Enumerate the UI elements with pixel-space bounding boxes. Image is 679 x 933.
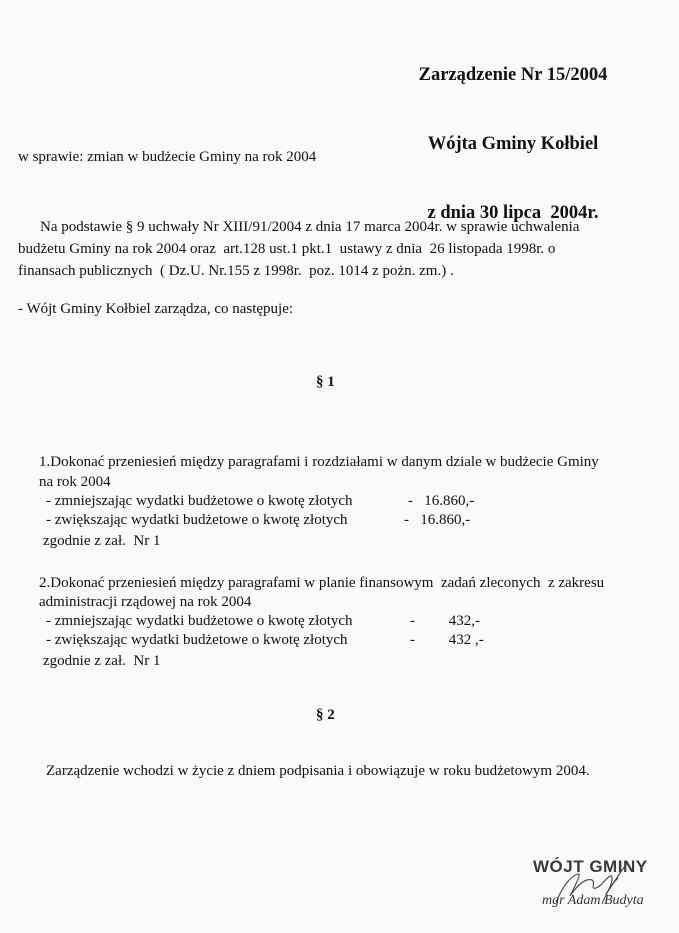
section-1-title: § 1 — [316, 374, 335, 390]
stamp-name: mgr Adam Budyta — [542, 893, 644, 908]
item-1-decrease-label: - zmniejszając wydatki budżetowe o kwotę złotych — [46, 493, 353, 509]
document-header — [383, 18, 643, 248]
preamble-line-2: budżetu Gminy na rok 2004 oraz art.128 ust.1 pkt.1 ustawy z dnia 26 listopada 1998r. o — [18, 241, 556, 257]
item-2-attachment: zgodnie z zał. Nr 1 — [43, 653, 161, 669]
preamble-line-3: finansach publicznych ( Dz.U. Nr.155 z 1998r. poz. 1014 z pożn. zm.) . — [18, 263, 454, 279]
item-1-increase-label: - zwiększając wydatki budżetowe o kwotę złotych — [46, 512, 348, 528]
item-1-line-1: 1.Dokonać przeniesień między paragrafami i rozdziałami w danym dziale w budżecie Gminy — [39, 454, 599, 470]
issuer: Wójta Gminy Kołbiel — [427, 134, 599, 154]
decree-date: z dnia 30 lipca 2004r. — [427, 203, 599, 223]
item-1-attachment: zgodnie z zał. Nr 1 — [43, 533, 161, 549]
item-2-decrease-value: - 432,- — [410, 613, 480, 629]
item-1-increase-value: - 16.860,- — [404, 512, 471, 528]
preamble-line-1: Na podstawie § 9 uchwały Nr XIII/91/2004 z dnia 17 marca 2004r. w sprawie uchwalenia — [40, 219, 580, 235]
item-2-line-1: 2.Dokonać przeniesień między paragrafami w planie finansowym zadań zleconych z zakresu — [39, 575, 605, 591]
item-2-decrease-label: - zmniejszając wydatki budżetowe o kwotę złotych — [46, 613, 353, 629]
item-1-line-2: na rok 2004 — [39, 474, 111, 490]
item-2-increase-label: - zwiększając wydatki budżetowe o kwotę złotych — [46, 632, 348, 648]
subject-line: w sprawie: zmian w budżecie Gminy na rok 2004 — [18, 149, 317, 165]
section-2-title: § 2 — [316, 707, 335, 723]
item-2-line-2: administracji rządowej na rok 2004 — [39, 594, 252, 610]
item-2-increase-value: - 432 ,- — [410, 632, 484, 648]
decree-intro: - Wójt Gminy Kołbiel zarządza, co następuje: — [18, 301, 294, 317]
stamp-title: WÓJT GMINY — [533, 857, 648, 876]
item-1-decrease-value: - 16.860,- — [408, 493, 475, 509]
section-2-text: Zarządzenie wchodzi w życie z dniem podpisania i obowiązuje w roku budżetowym 2004. — [46, 763, 590, 779]
decree-number: Zarządzenie Nr 15/2004 — [418, 65, 608, 85]
signature-icon — [552, 858, 632, 908]
